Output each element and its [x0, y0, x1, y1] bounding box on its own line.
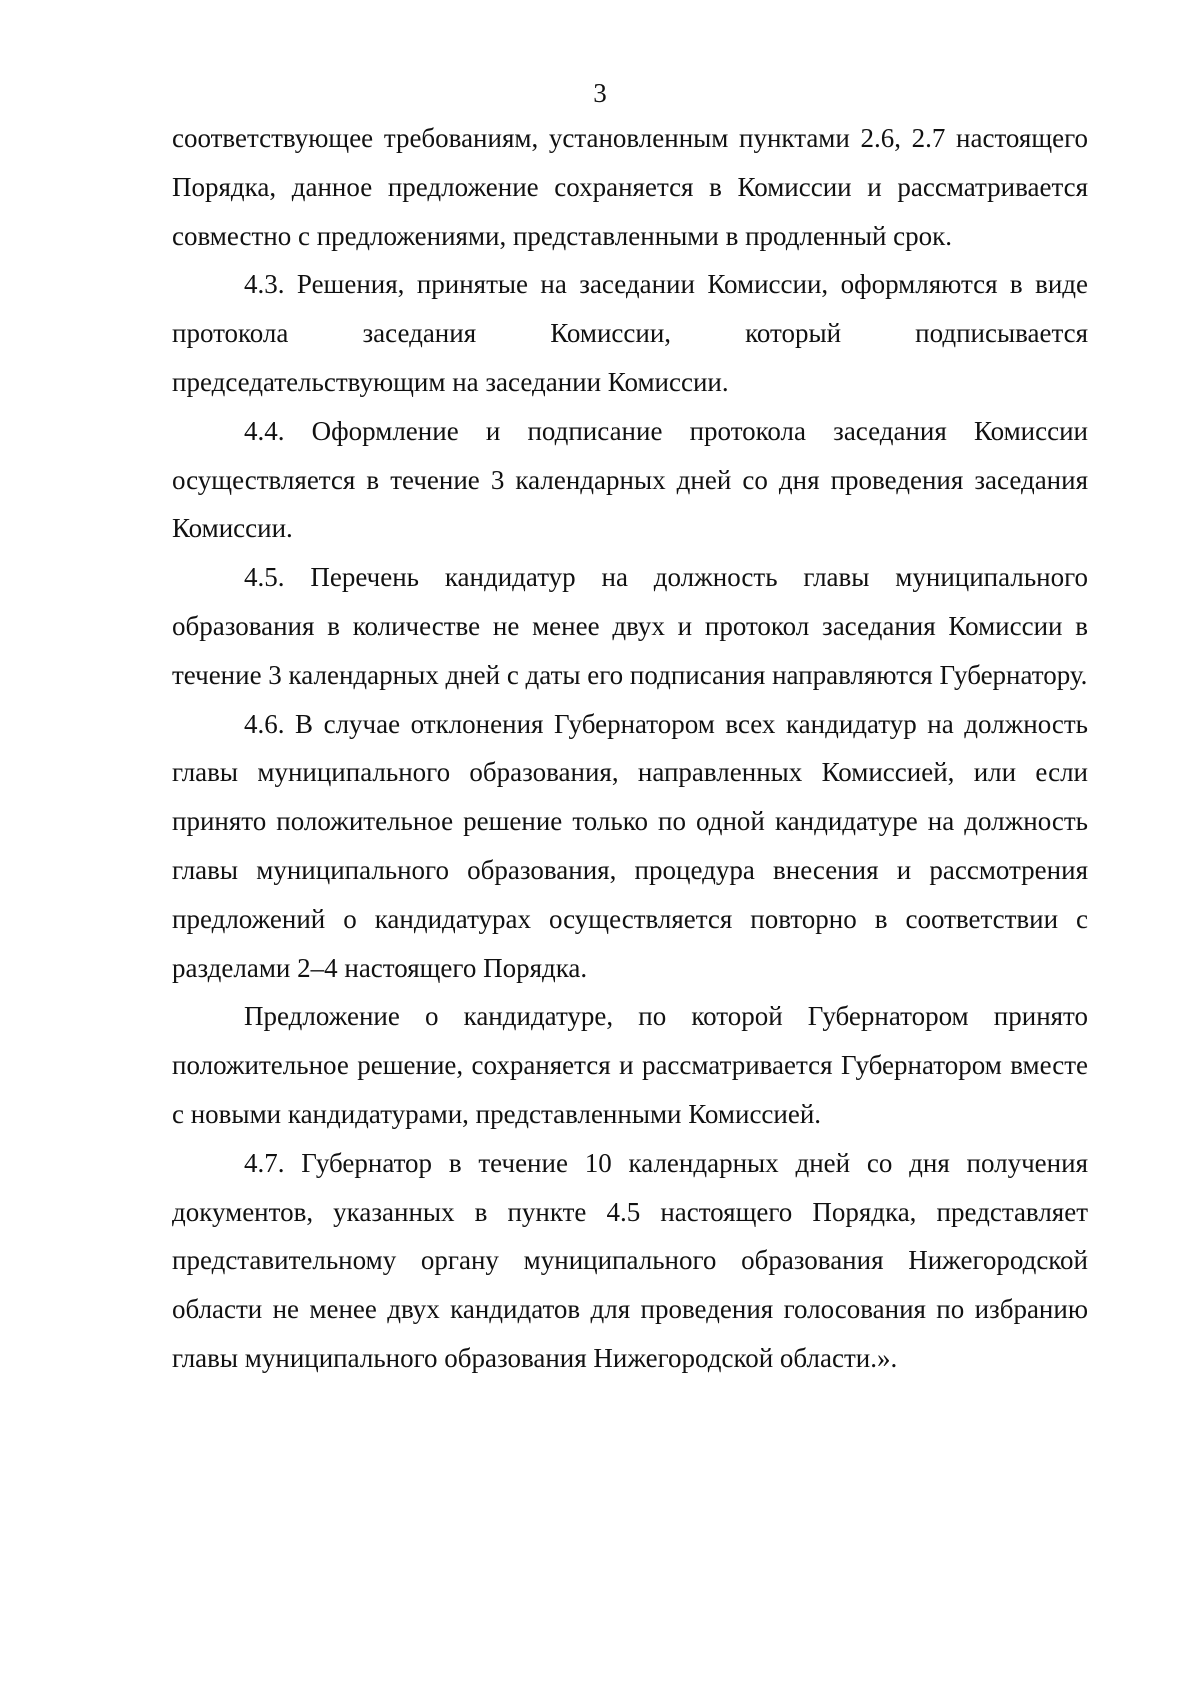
- paragraph-4-6-proposal: Предложение о кандидатуре, по которой Губернатором принято положительное решение, сохраняется и рассматривается Губернатором вместе с новыми кандидатурами, представленными Комиссией.: [172, 1001, 1088, 1129]
- paragraph-4-6: 4.6. В случае отклонения Губернатором всех кандидатур на должность главы муниципального образования, направленных Комиссией, или если принято положительное решение только по одной кандидатуре на должность главы муниципального образования, процедура внесения и рассмотрения предложений о кандидатурах осуществляется повторно в соответствии с разделами 2–4 настоящего Порядка.: [172, 708, 1088, 983]
- page-number: 3: [593, 78, 607, 108]
- paragraph-4-7: 4.7. Губернатор в течение 10 календарных дней со дня получения документов, указанных в пункте 4.5 настоящего Порядка, представляет представительному органу муниципального образования Нижегородской области не менее двух кандидатов для проведения голосования по избранию главы муниципального образования Нижегородской области.».: [172, 1147, 1088, 1373]
- document-body: [172, 114, 1088, 1383]
- paragraph-4-3: 4.3. Решения, принятые на заседании Комиссии, оформляются в виде протокола заседания Комиссии, который подписывается председательствующим на заседании Комиссии.: [172, 269, 1088, 397]
- paragraph-4-4: 4.4. Оформление и подписание протокола заседания Комиссии осуществляется в течение 3 календарных дней со дня проведения заседания Комиссии.: [172, 415, 1088, 544]
- paragraph-continuation: соответствующее требованиям, установленным пунктами 2.6, 2.7 настоящего Порядка, данное предложение сохраняется в Комиссии и рассматривается совместно с предложениями, представленными в продленный срок.: [172, 123, 1088, 251]
- paragraph-4-5: 4.5. Перечень кандидатур на должность главы муниципального образования в количестве не менее двух и протокол заседания Комиссии в течение 3 календарных дней с даты его подписания направляются Губернатору.: [172, 562, 1088, 690]
